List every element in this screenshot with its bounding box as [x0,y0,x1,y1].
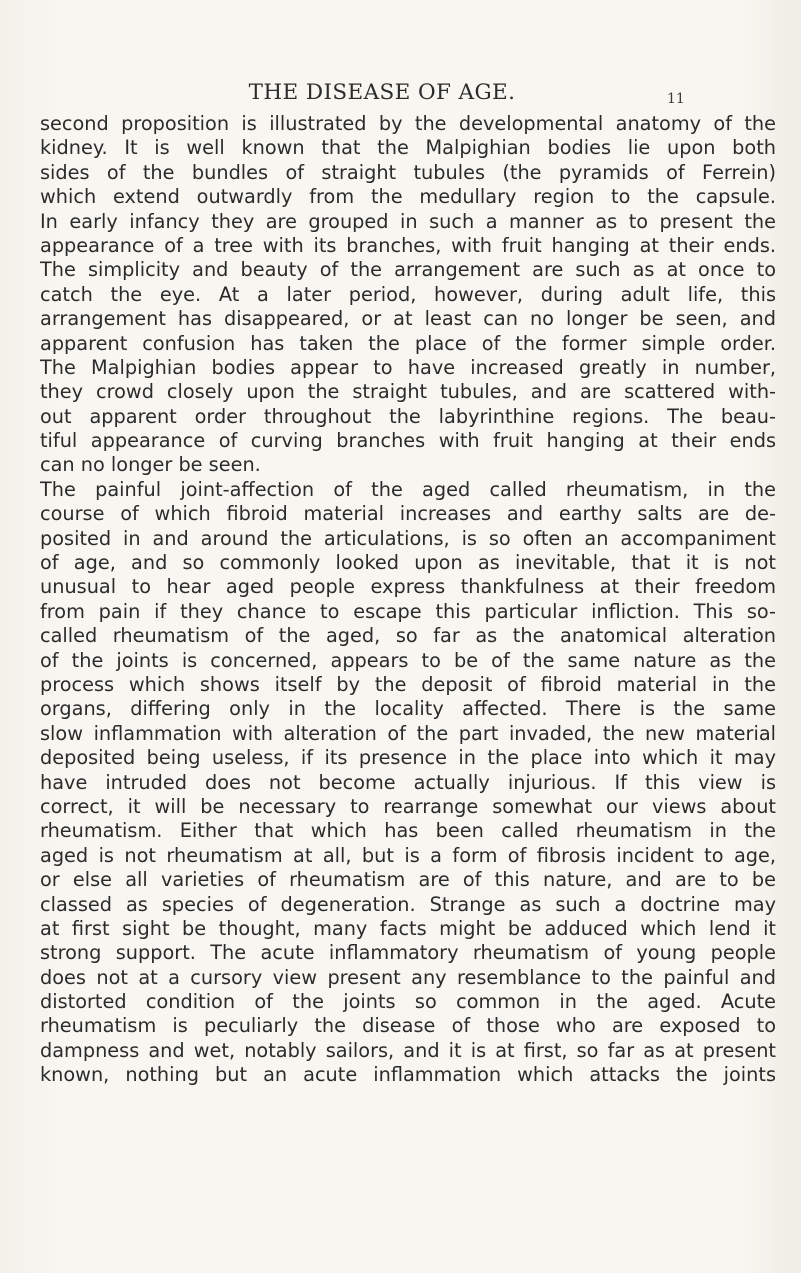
text-line: out apparent order throughout the labyrinthine regions. The beau- [40,404,776,428]
text-line: known, nothing but an acute inflammation which attacks the joints [40,1063,776,1087]
page-header [0,78,801,108]
text-line: course of which fibroid material increases and earthy salts are de- [40,502,776,526]
text-line: organs, differing only in the locality affected. There is the same [40,697,776,721]
page-number: 11 [667,91,685,107]
text-line: of age, and so commonly looked upon as inevitable, that it is not [40,551,776,575]
text-line: The painful joint-affection of the aged called rheumatism, in the [40,477,776,501]
text-line: have intruded does not become actually injurious. If this view is [40,770,776,794]
text-line: appearance of a tree with its branches, with fruit hanging at their ends. [40,233,776,257]
text-line: correct, it will be necessary to rearrange somewhat our views about [40,794,776,818]
text-line: or else all varieties of rheumatism are of this nature, and are to be [40,868,776,892]
text-line: In early infancy they are grouped in such a manner as to present the [40,209,776,233]
text-line: from pain if they chance to escape this particular infliction. This so- [40,599,776,623]
text-line: dampness and wet, notably sailors, and it is at first, so far as at present [40,1038,776,1062]
text-line: kidney. It is well known that the Malpighian bodies lie upon both [40,136,776,160]
text-line: posited in and around the articulations, is so often an accompaniment [40,526,776,550]
text-line: strong support. The acute inflammatory rheumatism of young people [40,941,776,965]
text-line: catch the eye. At a later period, however, during adult life, this [40,282,776,306]
text-line: rheumatism is peculiarly the disease of those who are exposed to [40,1014,776,1038]
text-line: process which shows itself by the deposit of fibroid material in the [40,672,776,696]
body-text [40,112,776,1088]
text-line: slow inflammation with alteration of the part invaded, the new material [40,721,776,745]
text-line: deposited being useless, if its presence in the place into which it may [40,746,776,770]
text-line: they crowd closely upon the straight tubules, and are scattered with- [40,380,776,404]
text-line: which extend outwardly from the medullary region to the capsule. [40,185,776,209]
text-line: called rheumatism of the aged, so far as the anatomical alteration [40,624,776,648]
text-line: arrangement has disappeared, or at least can no longer be seen, and [40,307,776,331]
text-line: distorted condition of the joints so common in the aged. Acute [40,990,776,1014]
text-line: apparent confusion has taken the place of the former simple order. [40,331,776,355]
text-line: tiful appearance of curving branches with fruit hanging at their ends [40,429,776,453]
text-line: can no longer be seen. [40,453,261,477]
text-line: sides of the bundles of straight tubules (the pyramids of Ferrein) [40,160,776,184]
text-line: at first sight be thought, many facts might be adduced which lend it [40,916,776,940]
text-line: The Malpighian bodies appear to have increased greatly in number, [40,355,776,379]
text-line: aged is not rheumatism at all, but is a form of fibrosis incident to age, [40,843,776,867]
running-title: THE DISEASE OF AGE. [248,80,516,105]
text-line: second proposition is illustrated by the developmental anatomy of the [40,112,776,135]
text-line: The simplicity and beauty of the arrangement are such as at once to [40,258,776,282]
text-line: classed as species of degeneration. Strange as such a doctrine may [40,892,776,916]
text-line: does not at a cursory view present any resemblance to the painful and [40,965,776,989]
text-line: unusual to hear aged people express thankfulness at their freedom [40,575,776,599]
text-line: of the joints is concerned, appears to be of the same nature as the [40,648,776,672]
text-line: rheumatism. Either that which has been called rheumatism in the [40,819,776,843]
